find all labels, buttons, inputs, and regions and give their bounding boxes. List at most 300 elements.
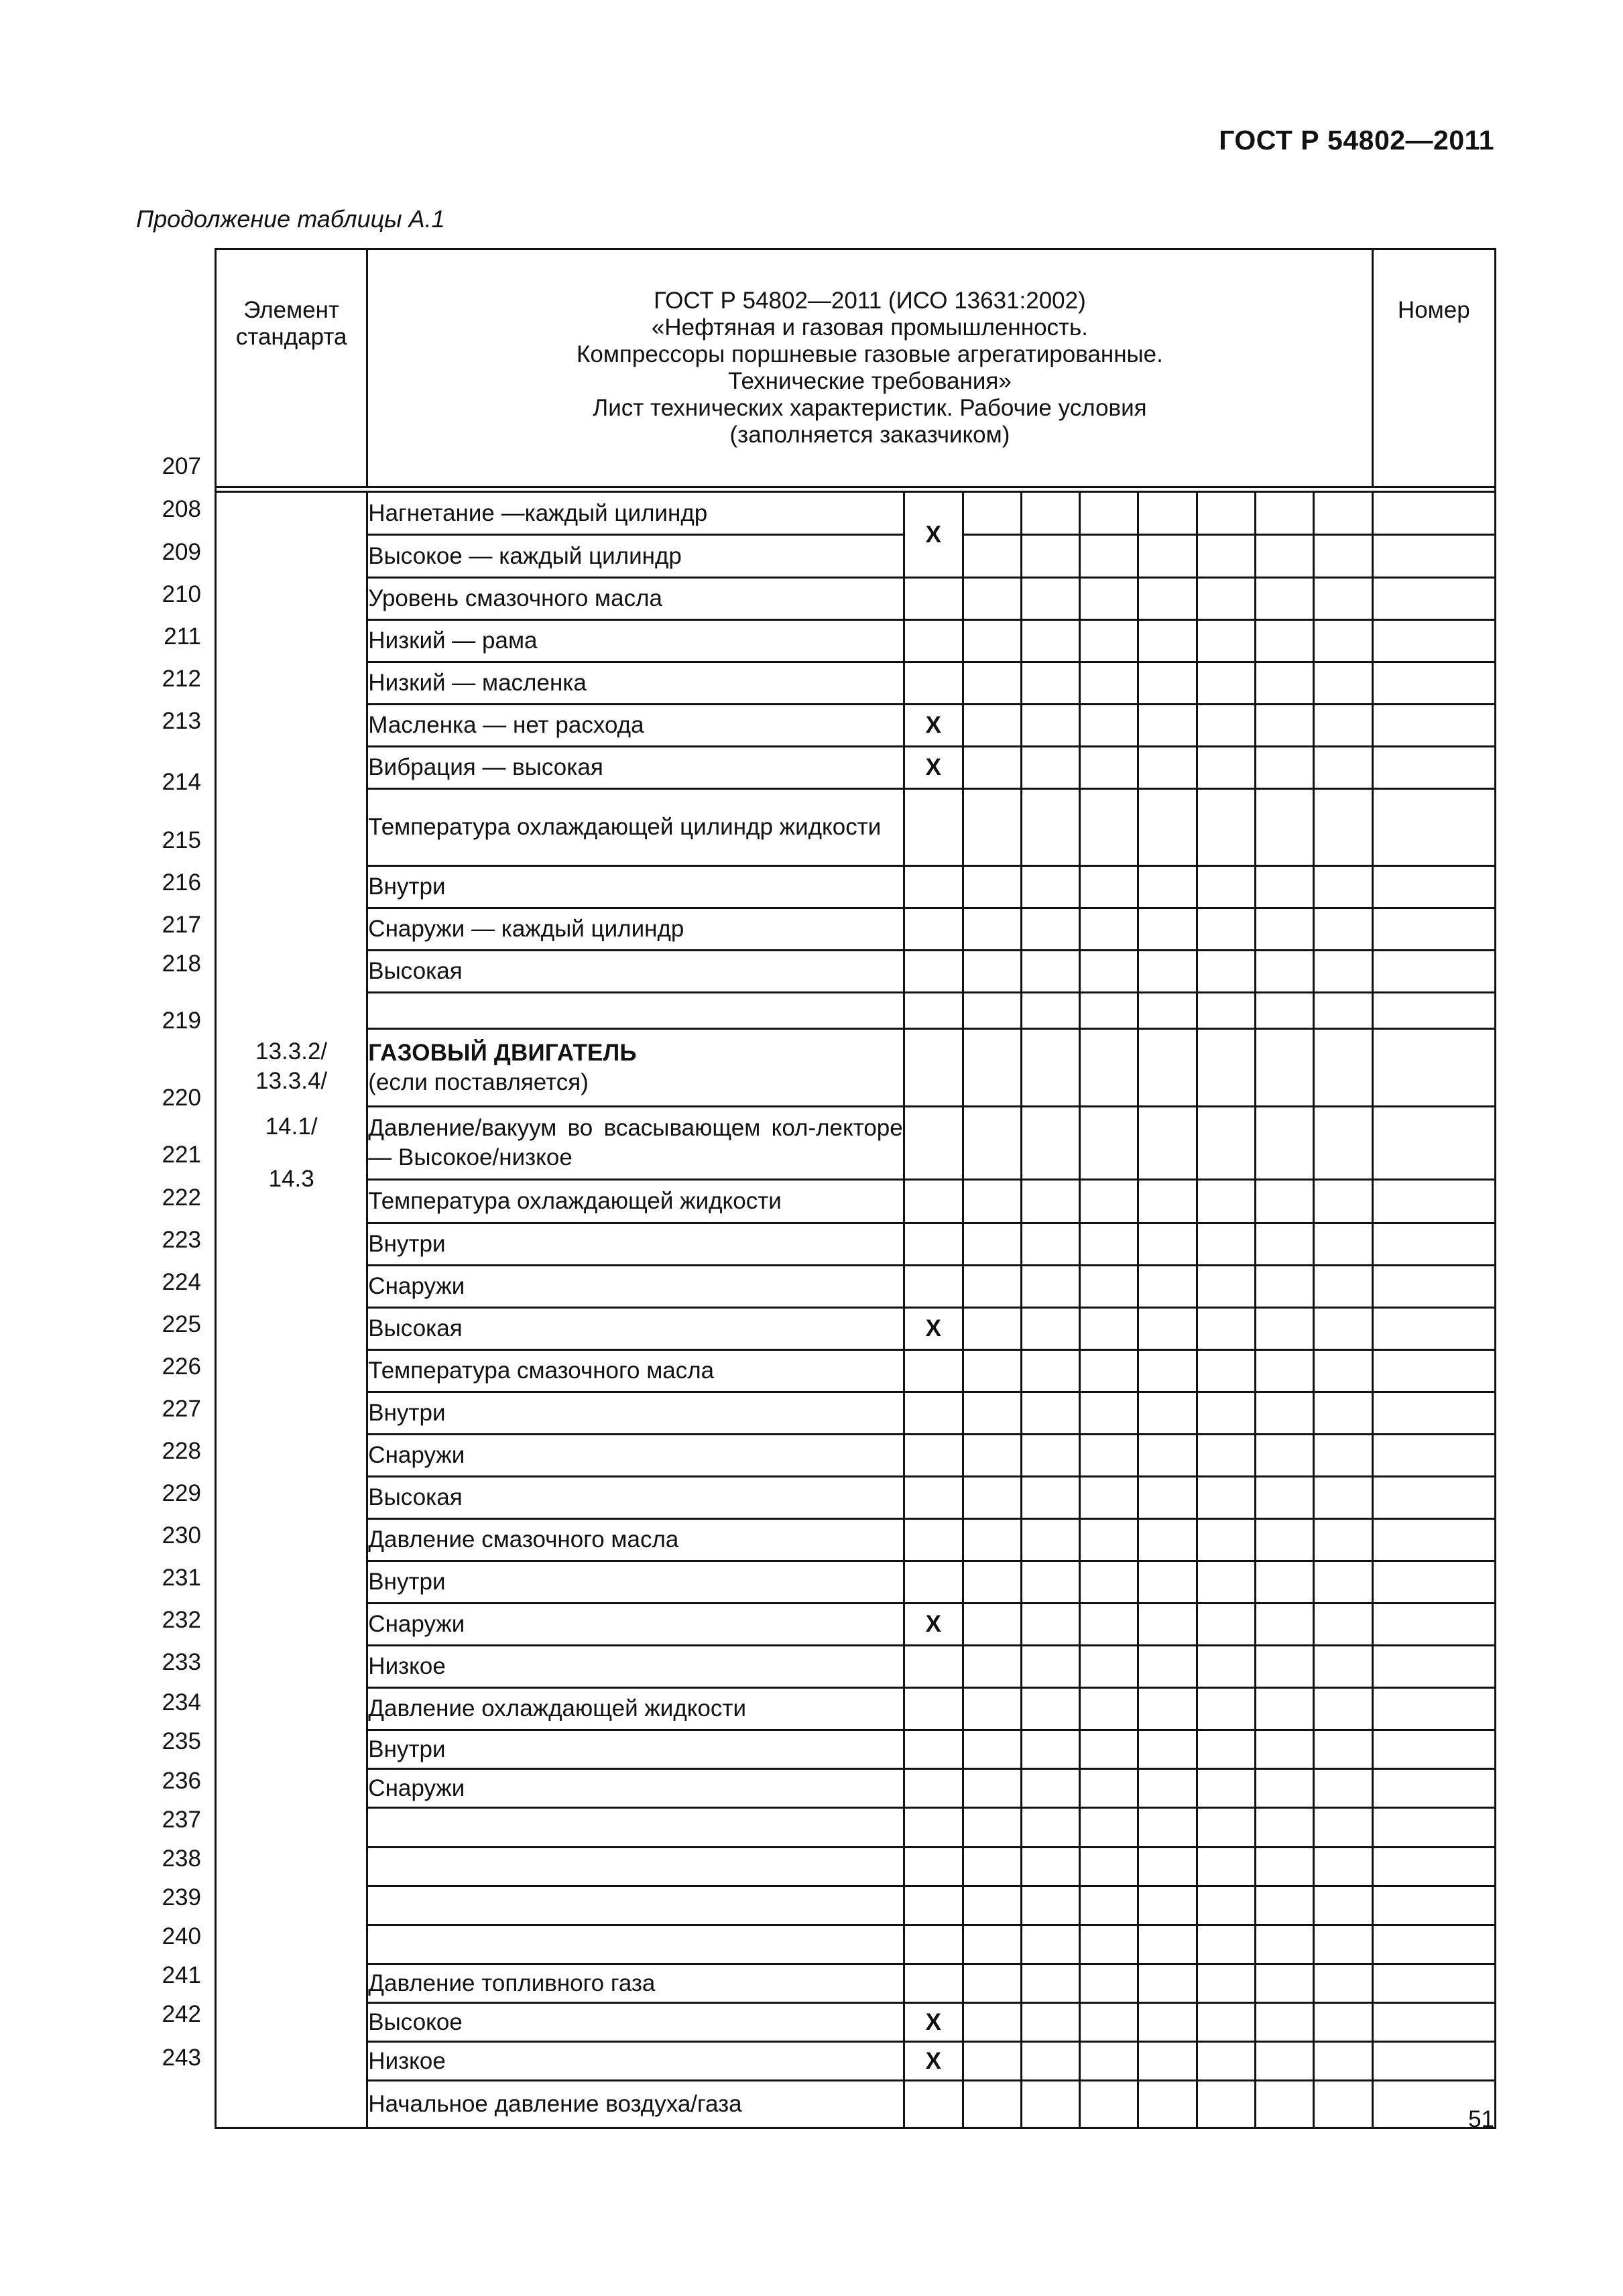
number-cell bbox=[1372, 1223, 1495, 1266]
blank-cell bbox=[1255, 1266, 1313, 1308]
blank-cell bbox=[1021, 1964, 1079, 2003]
number-cell bbox=[1372, 2003, 1495, 2042]
blank-cell bbox=[1255, 492, 1313, 535]
table-row bbox=[216, 1886, 1496, 1925]
blank-cell bbox=[963, 1561, 1021, 1604]
table-row bbox=[216, 1435, 1496, 1477]
blank-cell bbox=[1079, 1769, 1138, 1808]
blank-cell bbox=[1197, 1925, 1255, 1964]
row-number: 242 bbox=[162, 2001, 201, 2027]
row-number: 233 bbox=[162, 1648, 201, 1675]
row-description: Снаружи bbox=[367, 1435, 904, 1477]
blank-cell bbox=[1313, 1604, 1372, 1646]
blank-cell bbox=[1021, 1604, 1079, 1646]
blank-cell bbox=[1079, 1688, 1138, 1730]
blank-cell bbox=[1138, 2003, 1197, 2042]
blank-cell bbox=[1197, 705, 1255, 747]
number-cell bbox=[1372, 578, 1495, 620]
blank-cell bbox=[1079, 578, 1138, 620]
table-row bbox=[216, 1223, 1496, 1266]
row-number: 220 bbox=[162, 1084, 201, 1111]
table-row bbox=[216, 662, 1496, 705]
blank-cell bbox=[1138, 620, 1197, 662]
check-mark-cell bbox=[904, 1769, 963, 1808]
blank-cell bbox=[963, 1808, 1021, 1848]
blank-cell bbox=[1313, 1688, 1372, 1730]
table-row bbox=[216, 2042, 1496, 2081]
blank-cell bbox=[1079, 1029, 1138, 1107]
row-number: 224 bbox=[162, 1268, 201, 1295]
row-description: Давление топливного газа bbox=[367, 1964, 904, 2003]
row-number: 226 bbox=[162, 1353, 201, 1380]
blank-cell bbox=[1138, 1561, 1197, 1604]
number-cell bbox=[1372, 1308, 1495, 1350]
title-line: Компрессоры поршневые газовые агрегатированные. bbox=[577, 341, 1163, 367]
blank-cell bbox=[1197, 492, 1255, 535]
number-cell bbox=[1372, 1519, 1495, 1561]
blank-cell bbox=[1197, 1477, 1255, 1519]
blank-cell bbox=[1313, 1646, 1372, 1688]
blank-cell bbox=[1255, 747, 1313, 789]
title-line: (заполняется заказчиком) bbox=[729, 422, 1010, 448]
check-mark-cell bbox=[904, 993, 963, 1029]
blank-cell bbox=[1197, 1646, 1255, 1688]
blank-cell bbox=[1197, 2042, 1255, 2081]
blank-cell bbox=[1079, 747, 1138, 789]
check-mark-cell bbox=[904, 1180, 963, 1223]
blank-cell bbox=[1138, 662, 1197, 705]
blank-cell bbox=[963, 1646, 1021, 1688]
blank-cell bbox=[1079, 789, 1138, 866]
blank-cell bbox=[1313, 1477, 1372, 1519]
row-description: Давление смазочного масла bbox=[367, 1519, 904, 1561]
blank-cell bbox=[1079, 1808, 1138, 1848]
blank-cell bbox=[1138, 1730, 1197, 1769]
blank-cell bbox=[1138, 1180, 1197, 1223]
blank-cell bbox=[1021, 1477, 1079, 1519]
blank-cell bbox=[963, 2042, 1021, 2081]
table-row bbox=[216, 908, 1496, 951]
blank-cell bbox=[1197, 1808, 1255, 1848]
row-description: Высокое — каждый цилиндр bbox=[367, 535, 904, 578]
number-cell bbox=[1372, 1435, 1495, 1477]
row-description: Температура смазочного масла bbox=[367, 1350, 904, 1392]
number-cell bbox=[1372, 1180, 1495, 1223]
table-row bbox=[216, 1266, 1496, 1308]
check-mark-cell bbox=[904, 2081, 963, 2128]
blank-cell bbox=[963, 951, 1021, 993]
table-row bbox=[216, 1392, 1496, 1435]
table-row bbox=[216, 1604, 1496, 1646]
number-cell bbox=[1372, 662, 1495, 705]
number-cell bbox=[1372, 705, 1495, 747]
blank-cell bbox=[1197, 1435, 1255, 1477]
check-mark-cell bbox=[904, 578, 963, 620]
blank-cell bbox=[963, 1308, 1021, 1350]
blank-cell bbox=[1138, 866, 1197, 908]
blank-cell bbox=[1138, 1029, 1197, 1107]
blank-cell bbox=[1255, 1730, 1313, 1769]
blank-cell bbox=[963, 1519, 1021, 1561]
row-description: Низкое bbox=[367, 2042, 904, 2081]
number-cell bbox=[1372, 1925, 1495, 1964]
table-row bbox=[216, 1308, 1496, 1350]
blank-cell bbox=[1021, 1350, 1079, 1392]
blank-cell bbox=[1255, 1925, 1313, 1964]
row-description: Снаружи bbox=[367, 1769, 904, 1808]
blank-cell bbox=[1021, 492, 1079, 535]
blank-cell bbox=[1021, 747, 1079, 789]
table-row bbox=[216, 2003, 1496, 2042]
blank-cell bbox=[1021, 1519, 1079, 1561]
blank-cell bbox=[1079, 492, 1138, 535]
row-number: 217 bbox=[162, 911, 201, 938]
number-cell bbox=[1372, 1392, 1495, 1435]
blank-cell bbox=[1079, 1223, 1138, 1266]
blank-cell bbox=[1197, 866, 1255, 908]
blank-cell bbox=[1079, 908, 1138, 951]
blank-cell bbox=[1255, 951, 1313, 993]
blank-cell bbox=[963, 747, 1021, 789]
table-row bbox=[216, 789, 1496, 866]
row-number: 237 bbox=[162, 1807, 201, 1833]
row-number: 218 bbox=[162, 951, 201, 977]
check-mark-cell: X bbox=[904, 1308, 963, 1350]
row-number: 219 bbox=[162, 1008, 201, 1034]
blank-cell bbox=[1079, 1519, 1138, 1561]
check-mark-cell bbox=[904, 1435, 963, 1477]
blank-cell bbox=[1313, 1769, 1372, 1808]
blank-cell bbox=[1197, 908, 1255, 951]
blank-cell bbox=[1197, 993, 1255, 1029]
blank-cell bbox=[1079, 993, 1138, 1029]
row-description bbox=[367, 993, 904, 1029]
row-description: Внутри bbox=[367, 1730, 904, 1769]
check-mark-cell bbox=[904, 1964, 963, 2003]
blank-cell bbox=[1255, 1435, 1313, 1477]
blank-cell bbox=[1138, 993, 1197, 1029]
number-cell bbox=[1372, 1477, 1495, 1519]
blank-cell bbox=[1138, 1392, 1197, 1435]
row-description: Уровень смазочного масла bbox=[367, 578, 904, 620]
blank-cell bbox=[1255, 1308, 1313, 1350]
element-reference-cell bbox=[216, 492, 367, 2128]
blank-cell bbox=[963, 1223, 1021, 1266]
row-number: 214 bbox=[162, 768, 201, 795]
check-mark-cell: X bbox=[904, 705, 963, 747]
row-description: Начальное давление воздуха/газа bbox=[367, 2081, 904, 2128]
blank-cell bbox=[1255, 1519, 1313, 1561]
row-description: Внутри bbox=[367, 1392, 904, 1435]
blank-cell bbox=[963, 1769, 1021, 1808]
blank-cell bbox=[1313, 951, 1372, 993]
row-number: 210 bbox=[162, 581, 201, 607]
blank-cell bbox=[963, 1266, 1021, 1308]
row-number: 222 bbox=[162, 1184, 201, 1211]
check-mark-cell bbox=[904, 1392, 963, 1435]
number-cell bbox=[1372, 1808, 1495, 1848]
blank-cell bbox=[1313, 2042, 1372, 2081]
row-number: 229 bbox=[162, 1479, 201, 1506]
row-number: 223 bbox=[162, 1226, 201, 1253]
blank-cell bbox=[1197, 1730, 1255, 1769]
row-description: Высокая bbox=[367, 1308, 904, 1350]
blank-cell bbox=[1313, 1223, 1372, 1266]
row-description: Нагнетание —каждый цилиндр bbox=[367, 492, 904, 535]
blank-cell bbox=[1197, 951, 1255, 993]
blank-cell bbox=[1313, 1730, 1372, 1769]
blank-cell bbox=[1313, 620, 1372, 662]
blank-cell bbox=[1313, 747, 1372, 789]
blank-cell bbox=[1138, 1435, 1197, 1477]
row-number: 211 bbox=[164, 623, 201, 650]
blank-cell bbox=[1313, 578, 1372, 620]
check-mark-cell bbox=[904, 662, 963, 705]
blank-cell bbox=[1255, 2042, 1313, 2081]
blank-cell bbox=[963, 789, 1021, 866]
table-row bbox=[216, 1350, 1496, 1392]
blank-cell bbox=[1255, 1477, 1313, 1519]
blank-cell bbox=[1255, 1561, 1313, 1604]
row-number: 236 bbox=[162, 1767, 201, 1794]
blank-cell bbox=[1138, 1519, 1197, 1561]
blank-cell bbox=[1021, 1107, 1079, 1180]
blank-cell bbox=[1313, 1029, 1372, 1107]
blank-cell bbox=[1255, 578, 1313, 620]
blank-cell bbox=[1255, 1769, 1313, 1808]
row-description bbox=[367, 1029, 904, 1107]
blank-cell bbox=[1079, 1308, 1138, 1350]
blank-cell bbox=[1138, 1886, 1197, 1925]
blank-cell bbox=[1138, 789, 1197, 866]
blank-cell bbox=[963, 1688, 1021, 1730]
blank-cell bbox=[1079, 1646, 1138, 1688]
blank-cell bbox=[1313, 1392, 1372, 1435]
check-mark-cell bbox=[904, 1477, 963, 1519]
blank-cell bbox=[1197, 1308, 1255, 1350]
title-line: ГОСТ Р 54802—2011 (ИСО 13631:2002) bbox=[654, 288, 1086, 314]
blank-cell bbox=[1021, 1180, 1079, 1223]
blank-cell bbox=[1313, 866, 1372, 908]
blank-cell bbox=[1079, 1561, 1138, 1604]
blank-cell bbox=[1197, 789, 1255, 866]
table-row bbox=[216, 1848, 1496, 1886]
blank-cell bbox=[963, 1107, 1021, 1180]
number-cell bbox=[1372, 620, 1495, 662]
blank-cell bbox=[1138, 1350, 1197, 1392]
table-row bbox=[216, 1180, 1496, 1223]
blank-cell bbox=[1197, 1769, 1255, 1808]
blank-cell bbox=[963, 2081, 1021, 2128]
number-cell bbox=[1372, 789, 1495, 866]
blank-cell bbox=[1138, 2042, 1197, 2081]
blank-cell bbox=[1197, 1392, 1255, 1435]
row-description: Высокая bbox=[367, 951, 904, 993]
blank-cell bbox=[1255, 1848, 1313, 1886]
blank-cell bbox=[1313, 492, 1372, 535]
row-description: Высокая bbox=[367, 1477, 904, 1519]
blank-cell bbox=[1021, 1808, 1079, 1848]
blank-cell bbox=[1079, 1266, 1138, 1308]
blank-cell bbox=[1021, 2042, 1079, 2081]
blank-cell bbox=[1138, 747, 1197, 789]
blank-cell bbox=[1138, 1223, 1197, 1266]
check-mark-cell bbox=[904, 908, 963, 951]
check-mark-cell bbox=[904, 1730, 963, 1769]
blank-cell bbox=[1313, 662, 1372, 705]
blank-cell bbox=[1255, 1808, 1313, 1848]
blank-cell bbox=[1313, 1180, 1372, 1223]
row-number: 243 bbox=[162, 2044, 201, 2071]
table-row bbox=[216, 1688, 1496, 1730]
check-mark-cell bbox=[904, 789, 963, 866]
row-number: 207 bbox=[162, 453, 201, 479]
blank-cell bbox=[1021, 1029, 1079, 1107]
blank-cell bbox=[1255, 789, 1313, 866]
row-description bbox=[367, 1808, 904, 1848]
blank-cell bbox=[1255, 908, 1313, 951]
blank-cell bbox=[1021, 1435, 1079, 1477]
table-row bbox=[216, 1646, 1496, 1688]
blank-cell bbox=[1079, 535, 1138, 578]
blank-cell bbox=[1197, 662, 1255, 705]
check-mark-cell bbox=[904, 1848, 963, 1886]
blank-cell bbox=[963, 908, 1021, 951]
blank-cell bbox=[1313, 1350, 1372, 1392]
blank-cell bbox=[1313, 908, 1372, 951]
blank-cell bbox=[1138, 2081, 1197, 2128]
blank-cell bbox=[1021, 705, 1079, 747]
element-reference: 14.1/ bbox=[265, 1113, 318, 1140]
table-row bbox=[216, 866, 1496, 908]
blank-cell bbox=[1021, 1730, 1079, 1769]
blank-cell bbox=[1021, 662, 1079, 705]
number-cell bbox=[1372, 1350, 1495, 1392]
table-row bbox=[216, 705, 1496, 747]
number-cell bbox=[1372, 1646, 1495, 1688]
blank-cell bbox=[1255, 620, 1313, 662]
table-row bbox=[216, 993, 1496, 1029]
check-mark-cell bbox=[904, 1029, 963, 1107]
check-mark-cell bbox=[904, 1266, 963, 1308]
blank-cell bbox=[1079, 1392, 1138, 1435]
table-row bbox=[216, 1477, 1496, 1519]
blank-cell bbox=[1255, 1964, 1313, 2003]
blank-cell bbox=[1138, 578, 1197, 620]
number-cell bbox=[1372, 1848, 1495, 1886]
row-number: 228 bbox=[162, 1437, 201, 1464]
table-row bbox=[216, 1561, 1496, 1604]
blank-cell bbox=[1021, 908, 1079, 951]
row-description bbox=[367, 1886, 904, 1925]
blank-cell bbox=[963, 1477, 1021, 1519]
blank-cell bbox=[1079, 1350, 1138, 1392]
number-cell bbox=[1372, 866, 1495, 908]
row-number: 241 bbox=[162, 1962, 201, 1988]
blank-cell bbox=[1313, 1435, 1372, 1477]
blank-cell bbox=[1255, 1180, 1313, 1223]
check-mark-cell bbox=[904, 866, 963, 908]
row-number: 215 bbox=[162, 827, 201, 853]
blank-cell bbox=[1313, 1808, 1372, 1848]
table-row bbox=[216, 1519, 1496, 1561]
table-row bbox=[216, 2081, 1496, 2128]
blank-cell bbox=[1313, 2003, 1372, 2042]
row-number: 209 bbox=[162, 538, 201, 565]
element-reference: 14.3 bbox=[268, 1166, 314, 1192]
row-description: Снаружи — каждый цилиндр bbox=[367, 908, 904, 951]
blank-cell bbox=[1255, 2003, 1313, 2042]
blank-cell bbox=[1313, 1308, 1372, 1350]
blank-cell bbox=[1079, 1730, 1138, 1769]
blank-cell bbox=[1255, 1688, 1313, 1730]
blank-cell bbox=[1197, 1107, 1255, 1180]
blank-cell bbox=[1255, 2081, 1313, 2128]
row-number: 227 bbox=[162, 1395, 201, 1422]
number-cell bbox=[1372, 535, 1495, 578]
element-reference: 13.3.2/ bbox=[255, 1038, 328, 1065]
blank-cell bbox=[1021, 1886, 1079, 1925]
blank-cell bbox=[1138, 705, 1197, 747]
blank-cell bbox=[1079, 1886, 1138, 1925]
blank-cell bbox=[1255, 1886, 1313, 1925]
blank-cell bbox=[1255, 1392, 1313, 1435]
row-number: 238 bbox=[162, 1846, 201, 1872]
blank-cell bbox=[1079, 866, 1138, 908]
row-description: Снаружи bbox=[367, 1604, 904, 1646]
blank-cell bbox=[963, 662, 1021, 705]
blank-cell bbox=[1021, 1646, 1079, 1688]
blank-cell bbox=[1197, 1964, 1255, 2003]
check-mark-cell bbox=[904, 951, 963, 993]
blank-cell bbox=[963, 1848, 1021, 1886]
header-separator bbox=[216, 487, 1496, 492]
blank-cell bbox=[1021, 789, 1079, 866]
blank-cell bbox=[963, 1604, 1021, 1646]
number-cell bbox=[1372, 1561, 1495, 1604]
blank-cell bbox=[1255, 1223, 1313, 1266]
blank-cell bbox=[963, 705, 1021, 747]
number-cell bbox=[1372, 747, 1495, 789]
table-row bbox=[216, 747, 1496, 789]
blank-cell bbox=[963, 2003, 1021, 2042]
row-number: 213 bbox=[162, 707, 201, 734]
row-number: 212 bbox=[162, 665, 201, 692]
blank-cell bbox=[963, 1964, 1021, 2003]
row-description: Внутри bbox=[367, 1561, 904, 1604]
number-cell bbox=[1372, 1730, 1495, 1769]
table-row bbox=[216, 1730, 1496, 1769]
row-number: 225 bbox=[162, 1311, 201, 1337]
table-row bbox=[216, 951, 1496, 993]
row-number: 234 bbox=[162, 1689, 201, 1715]
blank-cell bbox=[1313, 993, 1372, 1029]
blank-cell bbox=[1138, 908, 1197, 951]
blank-cell bbox=[1313, 2081, 1372, 2128]
blank-cell bbox=[1021, 1848, 1079, 1886]
blank-cell bbox=[1255, 535, 1313, 578]
blank-cell bbox=[1313, 1519, 1372, 1561]
blank-cell bbox=[1079, 1435, 1138, 1477]
blank-cell bbox=[963, 1886, 1021, 1925]
blank-cell bbox=[1079, 1180, 1138, 1223]
blank-cell bbox=[1197, 620, 1255, 662]
blank-cell bbox=[1079, 951, 1138, 993]
table-row bbox=[216, 1808, 1496, 1848]
blank-cell bbox=[1138, 1769, 1197, 1808]
row-description: Вибрация — высокая bbox=[367, 747, 904, 789]
blank-cell bbox=[1197, 1561, 1255, 1604]
